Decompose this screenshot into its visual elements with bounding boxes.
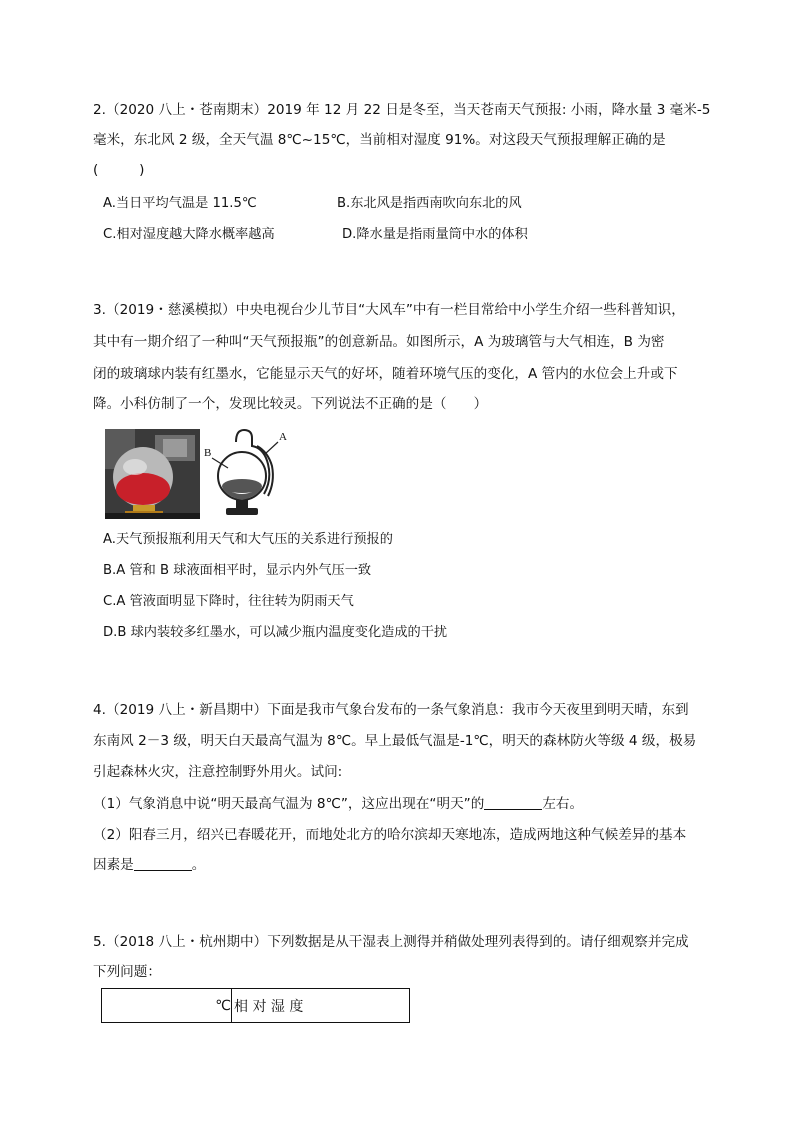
q2-option-a: A.当日平均气温是 11.5℃	[103, 196, 257, 211]
q4-subquestion-2-line-1: （2）阳春三月，绍兴已春暖花开，而地处北方的哈尔滨却天寒地冻，造成两地这种气候差异的基本	[93, 827, 687, 843]
weather-bottle-photo	[105, 429, 200, 519]
q2-option-c: C.相对湿度越大降水概率越高	[103, 227, 275, 242]
q4-sub2-tail: 。	[191, 857, 206, 873]
q4-sub1-tail: 左右。	[542, 796, 584, 812]
q2-text-line-1: 2.（2020 八上・苍南期末）2019 年 12 月 22 日是冬至，当天苍南天气预报: 小雨，降水量 3 毫米-5	[93, 102, 711, 118]
q4-sub2-text: 因素是	[93, 857, 134, 873]
q4-sub1-answer-blank[interactable]	[484, 795, 542, 810]
q4-text-line-2: 东南风 2－3 级，明天白天最高气温为 8℃。早上最低气温是-1℃，明天的森林防火等级 4 级，极易	[93, 733, 697, 749]
humidity-table	[101, 988, 410, 1023]
q2-text-line-2: 毫米，东北风 2 级，全天气温 8℃~15℃，当前相对湿度 91%。对这段天气预报理解正确的是	[93, 132, 666, 148]
q3-option-b: B.A 管和 B 球液面相平时，显示内外气压一致	[103, 563, 372, 578]
q4-text-line-3: 引起森林火灾，注意控制野外用火。试问:	[93, 764, 343, 780]
q3-text-line-3: 闭的玻璃球内装有红墨水，它能显示天气的好坏，随着环境气压的变化，A 管内的水位会上升或下	[93, 366, 678, 382]
weather-bottle-diagram-graphic	[202, 424, 294, 524]
q2-option-b: B.东北风是指西南吹向东北的风	[337, 196, 522, 211]
table-cell-temperature: ℃	[102, 989, 232, 1023]
q4-text-line-1: 4.（2019 八上・新昌期中）下面是我市气象台发布的一条气象消息：我市今天夜里到明天晴，东到	[93, 702, 689, 718]
q4-sub2-answer-blank[interactable]	[134, 856, 192, 871]
figure-label-b: B	[204, 447, 212, 459]
q3-option-c: C.A 管液面明显下降时，往往转为阴雨天气	[103, 594, 354, 609]
q3-text-line-1: 3.（2019・慈溪模拟）中央电视台少儿节目“大风车”中有一栏目常给中小学生介绍一些科普知识，	[93, 302, 685, 318]
figure-label-a: A	[279, 431, 287, 443]
q4-subquestion-2-line-2	[93, 855, 205, 875]
q4-subquestion-1	[93, 794, 583, 814]
q5-text-line-2: 下列问题：	[93, 964, 161, 980]
weather-bottle-photo-graphic	[105, 429, 200, 519]
q3-option-d: D.B 球内装较多红墨水，可以减少瓶内温度变化造成的干扰	[103, 625, 448, 640]
q4-sub1-text: （1）气象消息中说“明天最高气温为 8℃”，这应出现在“明天”的	[93, 796, 485, 812]
weather-bottle-diagram	[202, 424, 294, 524]
q3-option-a: A.天气预报瓶利用天气和大气压的关系进行预报的	[103, 532, 393, 547]
q2-option-d: D.降水量是指雨量筒中水的体积	[342, 227, 528, 242]
q3-text-line-2: 其中有一期介绍了一种叫“天气预报瓶”的创意新品。如图所示，A 为玻璃管与大气相连，B 为密	[93, 334, 665, 350]
q3-text-line-4: 降。小科仿制了一个，发现比较灵。下列说法不正确的是（ ）	[93, 396, 488, 412]
q2-answer-bracket: ( )	[93, 162, 145, 178]
table-row	[102, 989, 410, 1023]
table-cell-relative-humidity: 相 对 湿 度	[232, 989, 410, 1023]
q5-text-line-1: 5.（2018 八上・杭州期中）下列数据是从干湿表上测得并稍做处理列表得到的。请仔细观察并完成	[93, 934, 689, 950]
